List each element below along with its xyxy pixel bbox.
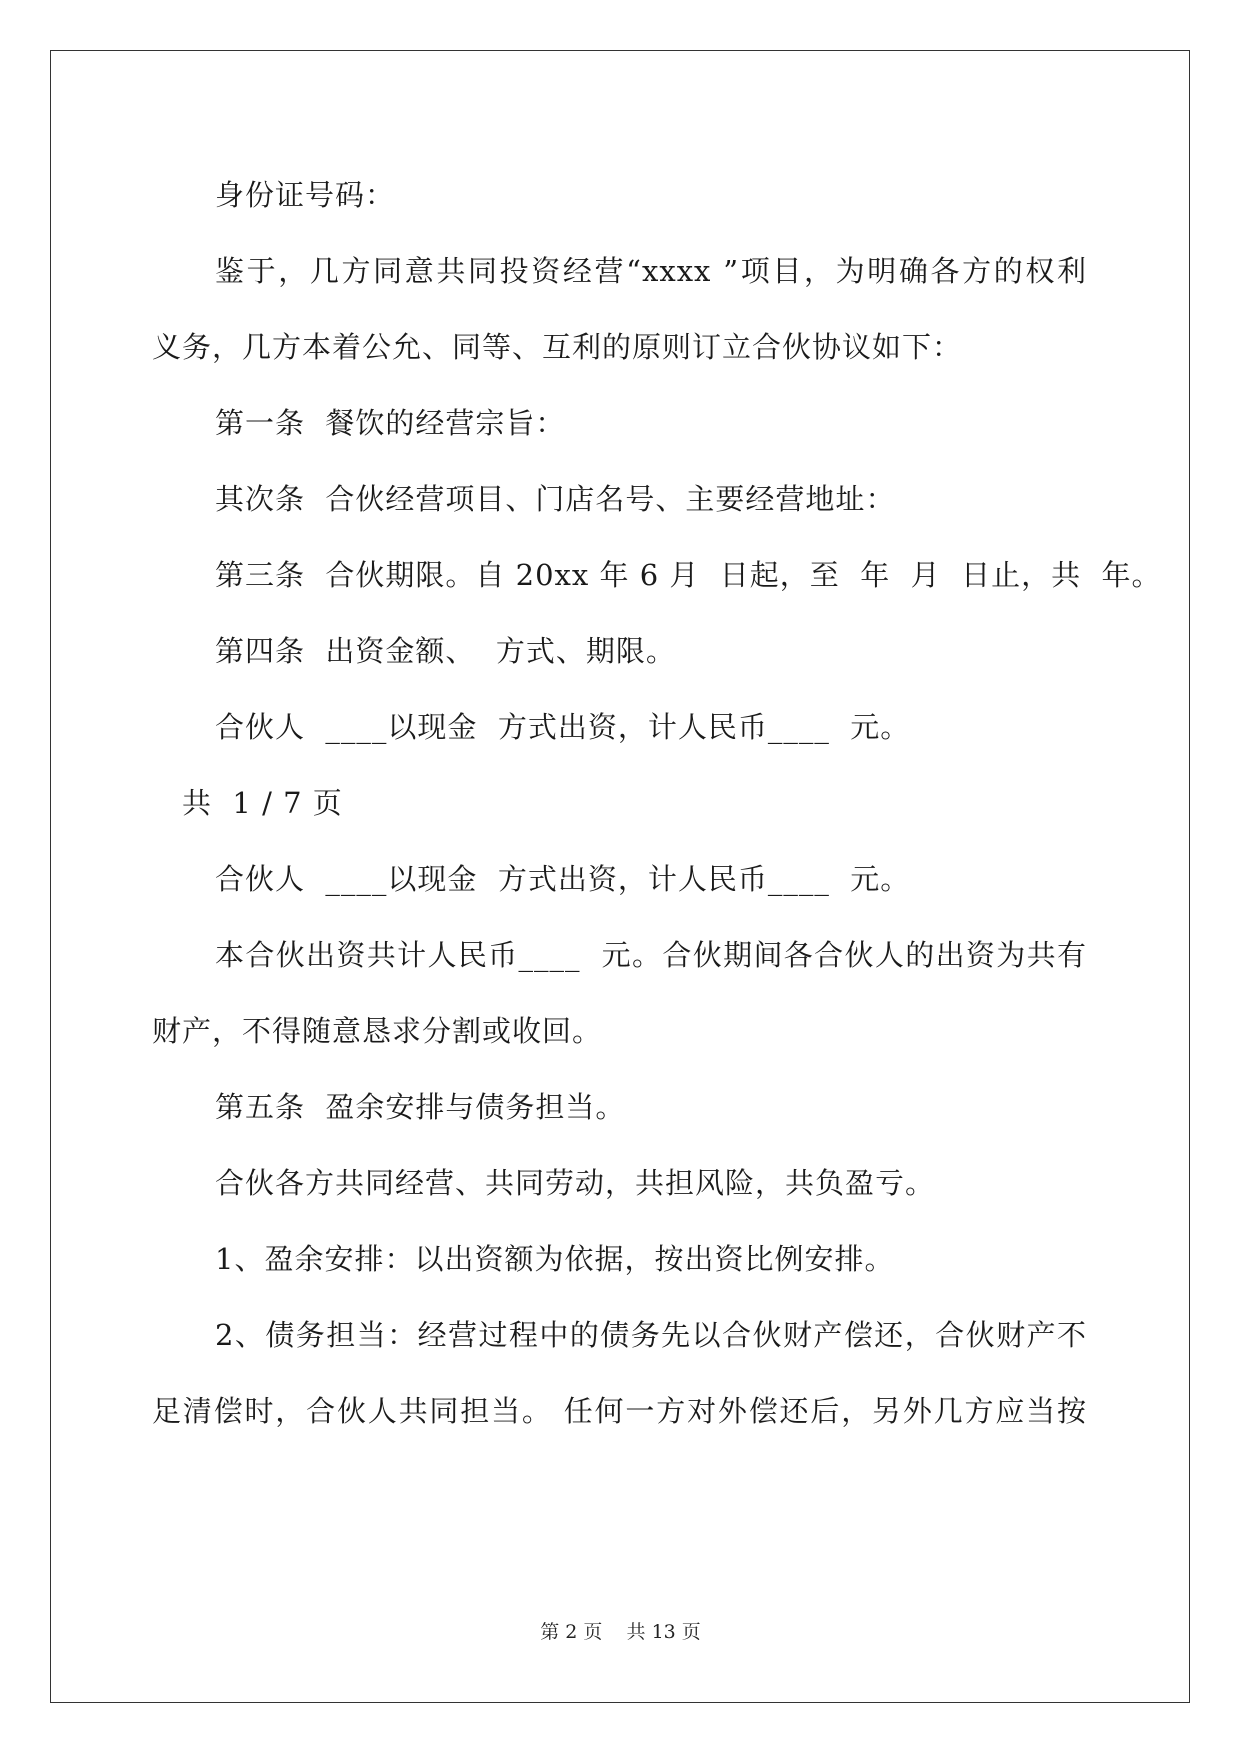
total-contribution-line-1: 本合伙出资共计人民币____ 元。合伙期间各合伙人的出资为共有: [215, 938, 1087, 972]
id-number-label: 身份证号码：: [215, 178, 396, 212]
article-2: 其次条 合伙经营项目、门店名号、主要经营地址：: [215, 482, 896, 516]
profit-distribution-clause: 1、盈余安排：以出资额为依据，按出资比例安排。: [215, 1242, 895, 1276]
page-footer: 第 2 页 共 13 页: [540, 1621, 701, 1643]
partner-contribution-2: 合伙人 ____以现金 方式出资，计人民币____ 元。: [215, 862, 911, 896]
article-1: 第一条 餐饮的经营宗旨：: [215, 406, 566, 440]
debt-clause-line-2: 足清偿时，合伙人共同担当。 任何一方对外偿还后，另外几方应当按: [152, 1394, 1087, 1428]
preamble-line-1: 鉴于，几方同意共同投资经营“xxxx ”项目，为明确各方的权利: [215, 254, 1087, 288]
article-5: 第五条 盈余安排与债务担当。: [215, 1090, 626, 1124]
debt-clause-line-1: 2、债务担当：经营过程中的债务先以合伙财产偿还，合伙财产不: [215, 1318, 1087, 1352]
total-contribution-line-2: 财产，不得随意恳求分割或收回。: [152, 1014, 603, 1048]
article-3: 第三条 合伙期限。自 20xx 年 6 月 日起，至 年 月 日止，共 年。: [215, 558, 1162, 592]
preamble-line-2: 义务，几方本着公允、同等、互利的原则订立合伙协议如下：: [152, 330, 963, 364]
inner-page-marker: 共 1 / 7 页: [182, 786, 343, 820]
article-4: 第四条 出资金额、 方式、期限。: [215, 634, 676, 668]
partner-contribution-1: 合伙人 ____以现金 方式出资，计人民币____ 元。: [215, 710, 911, 744]
shared-operation-clause: 合伙各方共同经营、共同劳动，共担风险，共负盈亏。: [215, 1166, 936, 1200]
